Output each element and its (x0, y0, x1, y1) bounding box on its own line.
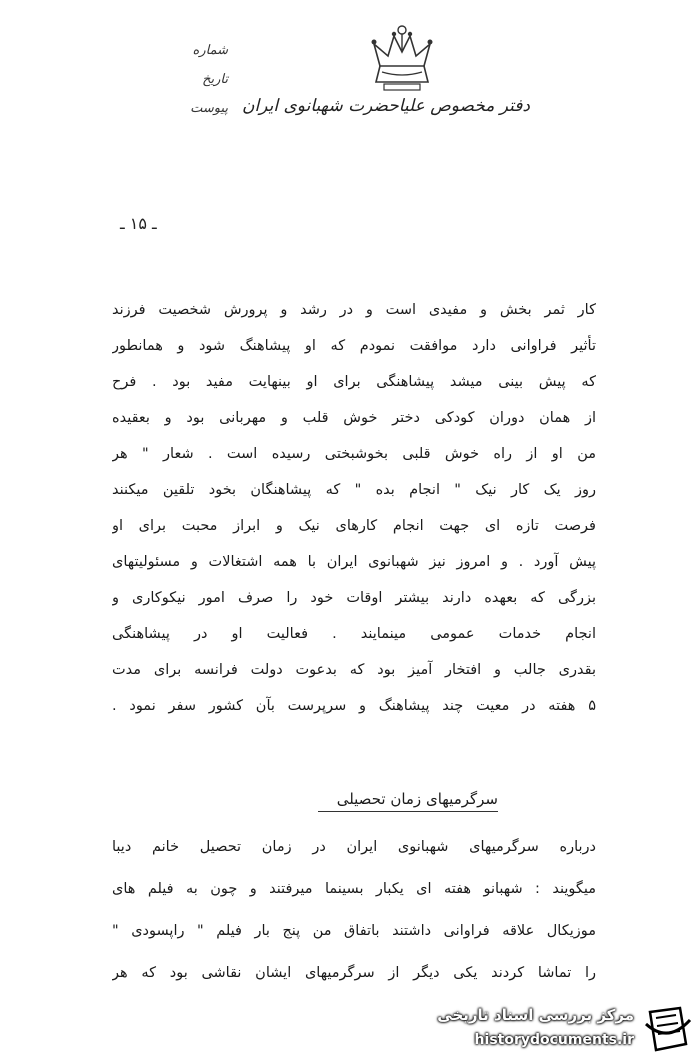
page-number: ـ ۱۵ ـ (120, 214, 157, 233)
office-title: دفتر مخصوص علیاحضرت شهبانوی ایران (242, 96, 530, 116)
attachment-label: پیوست (190, 101, 228, 116)
section-heading: سرگرمیهای زمان تحصیلی (318, 790, 498, 812)
text-line: از همان دوران کودکی دختر خوش قلب و مهربانی بود و بعقیده (112, 410, 596, 426)
text-line: روز یک کار نیک " انجام بده " که پیشاهنگان بخود تلقین میکنند (112, 482, 596, 498)
text-line: پیش آورد . و امروز نیز شهبانوی ایران با همه اشتغالات و مسئولیتهای (112, 554, 596, 570)
text-line: ۵ هفته در معیت چند پیشاهنگ و سرپرست بآن کشور سفر نمود . (112, 698, 596, 714)
text-line: انجام خدمات عمومی مینمایند . فعالیت او در پیشاهنگی (112, 626, 596, 642)
archive-document-icon (642, 1004, 694, 1054)
text-line: را تماشا کردند یکی دیگر از سرگرمیهای ایشان نقاشی بود که هر (112, 965, 596, 981)
watermark-title: مرکز بررسی اسناد تاریخی (437, 1006, 634, 1024)
text-line: کار ثمر بخش و مفیدی است و در رشد و پرورش شخصیت فرزند (112, 302, 596, 318)
watermark-url: historydocuments.ir (474, 1032, 634, 1048)
archive-watermark (412, 1000, 694, 1058)
number-label: شماره (192, 43, 228, 58)
text-line: تأثیر فراوانی دارد موافقت نمودم که او پیشاهنگ شود و همانطور (112, 338, 596, 354)
text-line: میگویند : شهبانو هفته ای یکبار بسینما میرفتند و چون به فیلم های (112, 881, 596, 897)
text-line: من او از راه خوش قلبی بخوشبختی رسیده است . شعار " هر (112, 446, 596, 462)
paragraph-1 (112, 292, 596, 724)
text-line: درباره سرگرمیهای شهبانوی ایران در زمان تحصیل خانم دیبا (112, 839, 596, 855)
letter-meta-labels (168, 36, 228, 123)
text-line: که پیش بینی میشد پیشاهنگی برای او بینهایت مفید بود . فرح (112, 374, 596, 390)
text-line: فرصت تازه ای جهت انجام کارهای نیک و ابراز محبت برای او (112, 518, 596, 534)
royal-crown-emblem-icon (364, 22, 440, 98)
text-line: موزیکال علاقه فراوانی داشتند باتفاق من پنج بار فیلم " راپسودی " (112, 923, 596, 939)
text-line: بزرگی که بعهده دارند بیشتر اوقات خود را صرف امور نیکوکاری و (112, 590, 596, 606)
paragraph-2 (112, 826, 596, 994)
text-line: بقدری جالب و افتخار آمیز بود که بدعوت دولت فرانسه برای مدت (112, 662, 596, 678)
date-label: تاریخ (202, 72, 228, 87)
